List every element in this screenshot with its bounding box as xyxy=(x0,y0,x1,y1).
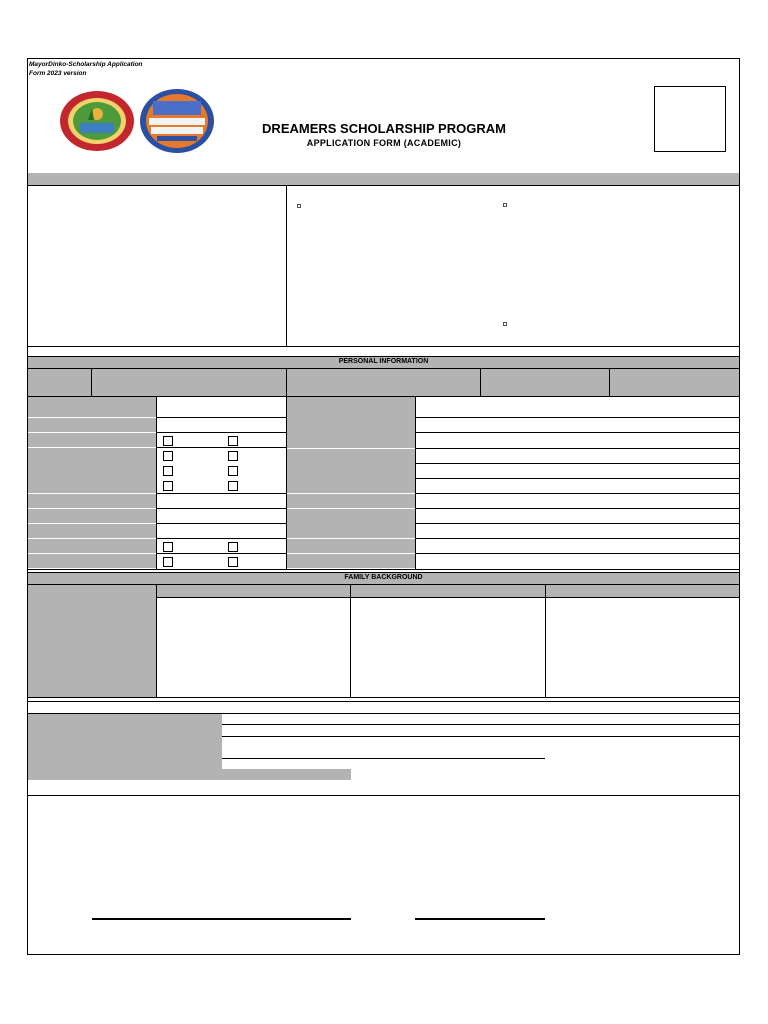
divider xyxy=(415,448,739,449)
divider xyxy=(156,447,286,448)
divider xyxy=(222,758,545,759)
divider xyxy=(28,701,739,702)
field-label xyxy=(28,397,156,417)
divider xyxy=(415,463,739,464)
divider xyxy=(222,736,739,737)
field-label xyxy=(28,524,156,538)
option-checkbox[interactable] xyxy=(228,542,238,552)
section-header-personal: PERSONAL INFORMATION xyxy=(28,357,739,368)
option-checkbox[interactable] xyxy=(163,481,173,491)
divider xyxy=(156,508,286,509)
divider xyxy=(91,369,92,396)
field-label xyxy=(28,714,222,780)
form-version-line2: Form 2023 version xyxy=(29,70,87,77)
option-checkbox[interactable] xyxy=(297,204,301,208)
option-checkbox[interactable] xyxy=(163,466,173,476)
divider xyxy=(286,369,287,396)
divider xyxy=(156,397,157,569)
divider xyxy=(156,493,286,494)
divider xyxy=(156,417,286,418)
field-label xyxy=(28,448,156,493)
divider xyxy=(415,432,739,433)
municipality-seal-icon xyxy=(58,90,136,152)
divider xyxy=(156,432,286,433)
field-label xyxy=(287,494,415,508)
field-label xyxy=(287,539,415,553)
divider xyxy=(222,724,739,725)
field-label xyxy=(28,433,156,447)
divider xyxy=(415,478,739,479)
date-line[interactable] xyxy=(415,918,545,920)
divider xyxy=(415,538,739,539)
divider xyxy=(480,369,481,396)
divider xyxy=(350,585,351,697)
field-label xyxy=(287,509,415,538)
field-label xyxy=(287,554,415,568)
field-label xyxy=(28,509,156,523)
field-label xyxy=(28,585,156,697)
option-checkbox[interactable] xyxy=(228,481,238,491)
photo-box[interactable] xyxy=(654,86,726,152)
form-version-line1: MayorDinko-Scholarship Application xyxy=(29,61,143,68)
option-checkbox[interactable] xyxy=(163,542,173,552)
option-checkbox[interactable] xyxy=(228,466,238,476)
field-label xyxy=(28,418,156,432)
option-checkbox[interactable] xyxy=(228,557,238,567)
divider xyxy=(156,553,286,554)
option-checkbox[interactable] xyxy=(163,436,173,446)
divider xyxy=(156,597,739,598)
divider xyxy=(28,697,739,698)
name-header-row xyxy=(28,369,739,396)
field-label xyxy=(222,769,351,780)
divider xyxy=(415,417,739,418)
divider xyxy=(415,493,739,494)
field-label xyxy=(28,554,156,568)
field-label xyxy=(28,539,156,553)
divider xyxy=(609,369,610,396)
divider xyxy=(156,585,157,697)
field-label xyxy=(287,397,415,448)
cut-line xyxy=(27,954,740,955)
option-checkbox[interactable] xyxy=(163,451,173,461)
divider xyxy=(545,585,546,697)
option-checkbox[interactable] xyxy=(163,557,173,567)
option-checkbox[interactable] xyxy=(503,203,507,207)
divider xyxy=(415,508,739,509)
field-label xyxy=(28,494,156,508)
divider xyxy=(28,346,739,347)
header-band xyxy=(28,173,739,185)
divider xyxy=(286,185,287,346)
signature-line[interactable] xyxy=(92,918,351,920)
divider xyxy=(156,538,286,539)
section-header-family: FAMILY BACKGROUND xyxy=(28,573,739,584)
form-title: DREAMERS SCHOLARSHIP PROGRAM xyxy=(262,121,506,136)
divider xyxy=(28,569,739,570)
option-checkbox[interactable] xyxy=(503,322,507,326)
divider xyxy=(28,795,739,796)
divider xyxy=(156,523,286,524)
divider xyxy=(28,185,739,186)
option-checkbox[interactable] xyxy=(228,451,238,461)
field-label xyxy=(287,449,415,493)
divider xyxy=(286,397,287,569)
divider xyxy=(415,397,416,569)
divider xyxy=(415,523,739,524)
divider xyxy=(415,553,739,554)
form-subtitle: APPLICATION FORM (ACADEMIC) xyxy=(306,138,462,148)
family-column-headers xyxy=(157,585,739,597)
option-checkbox[interactable] xyxy=(228,436,238,446)
